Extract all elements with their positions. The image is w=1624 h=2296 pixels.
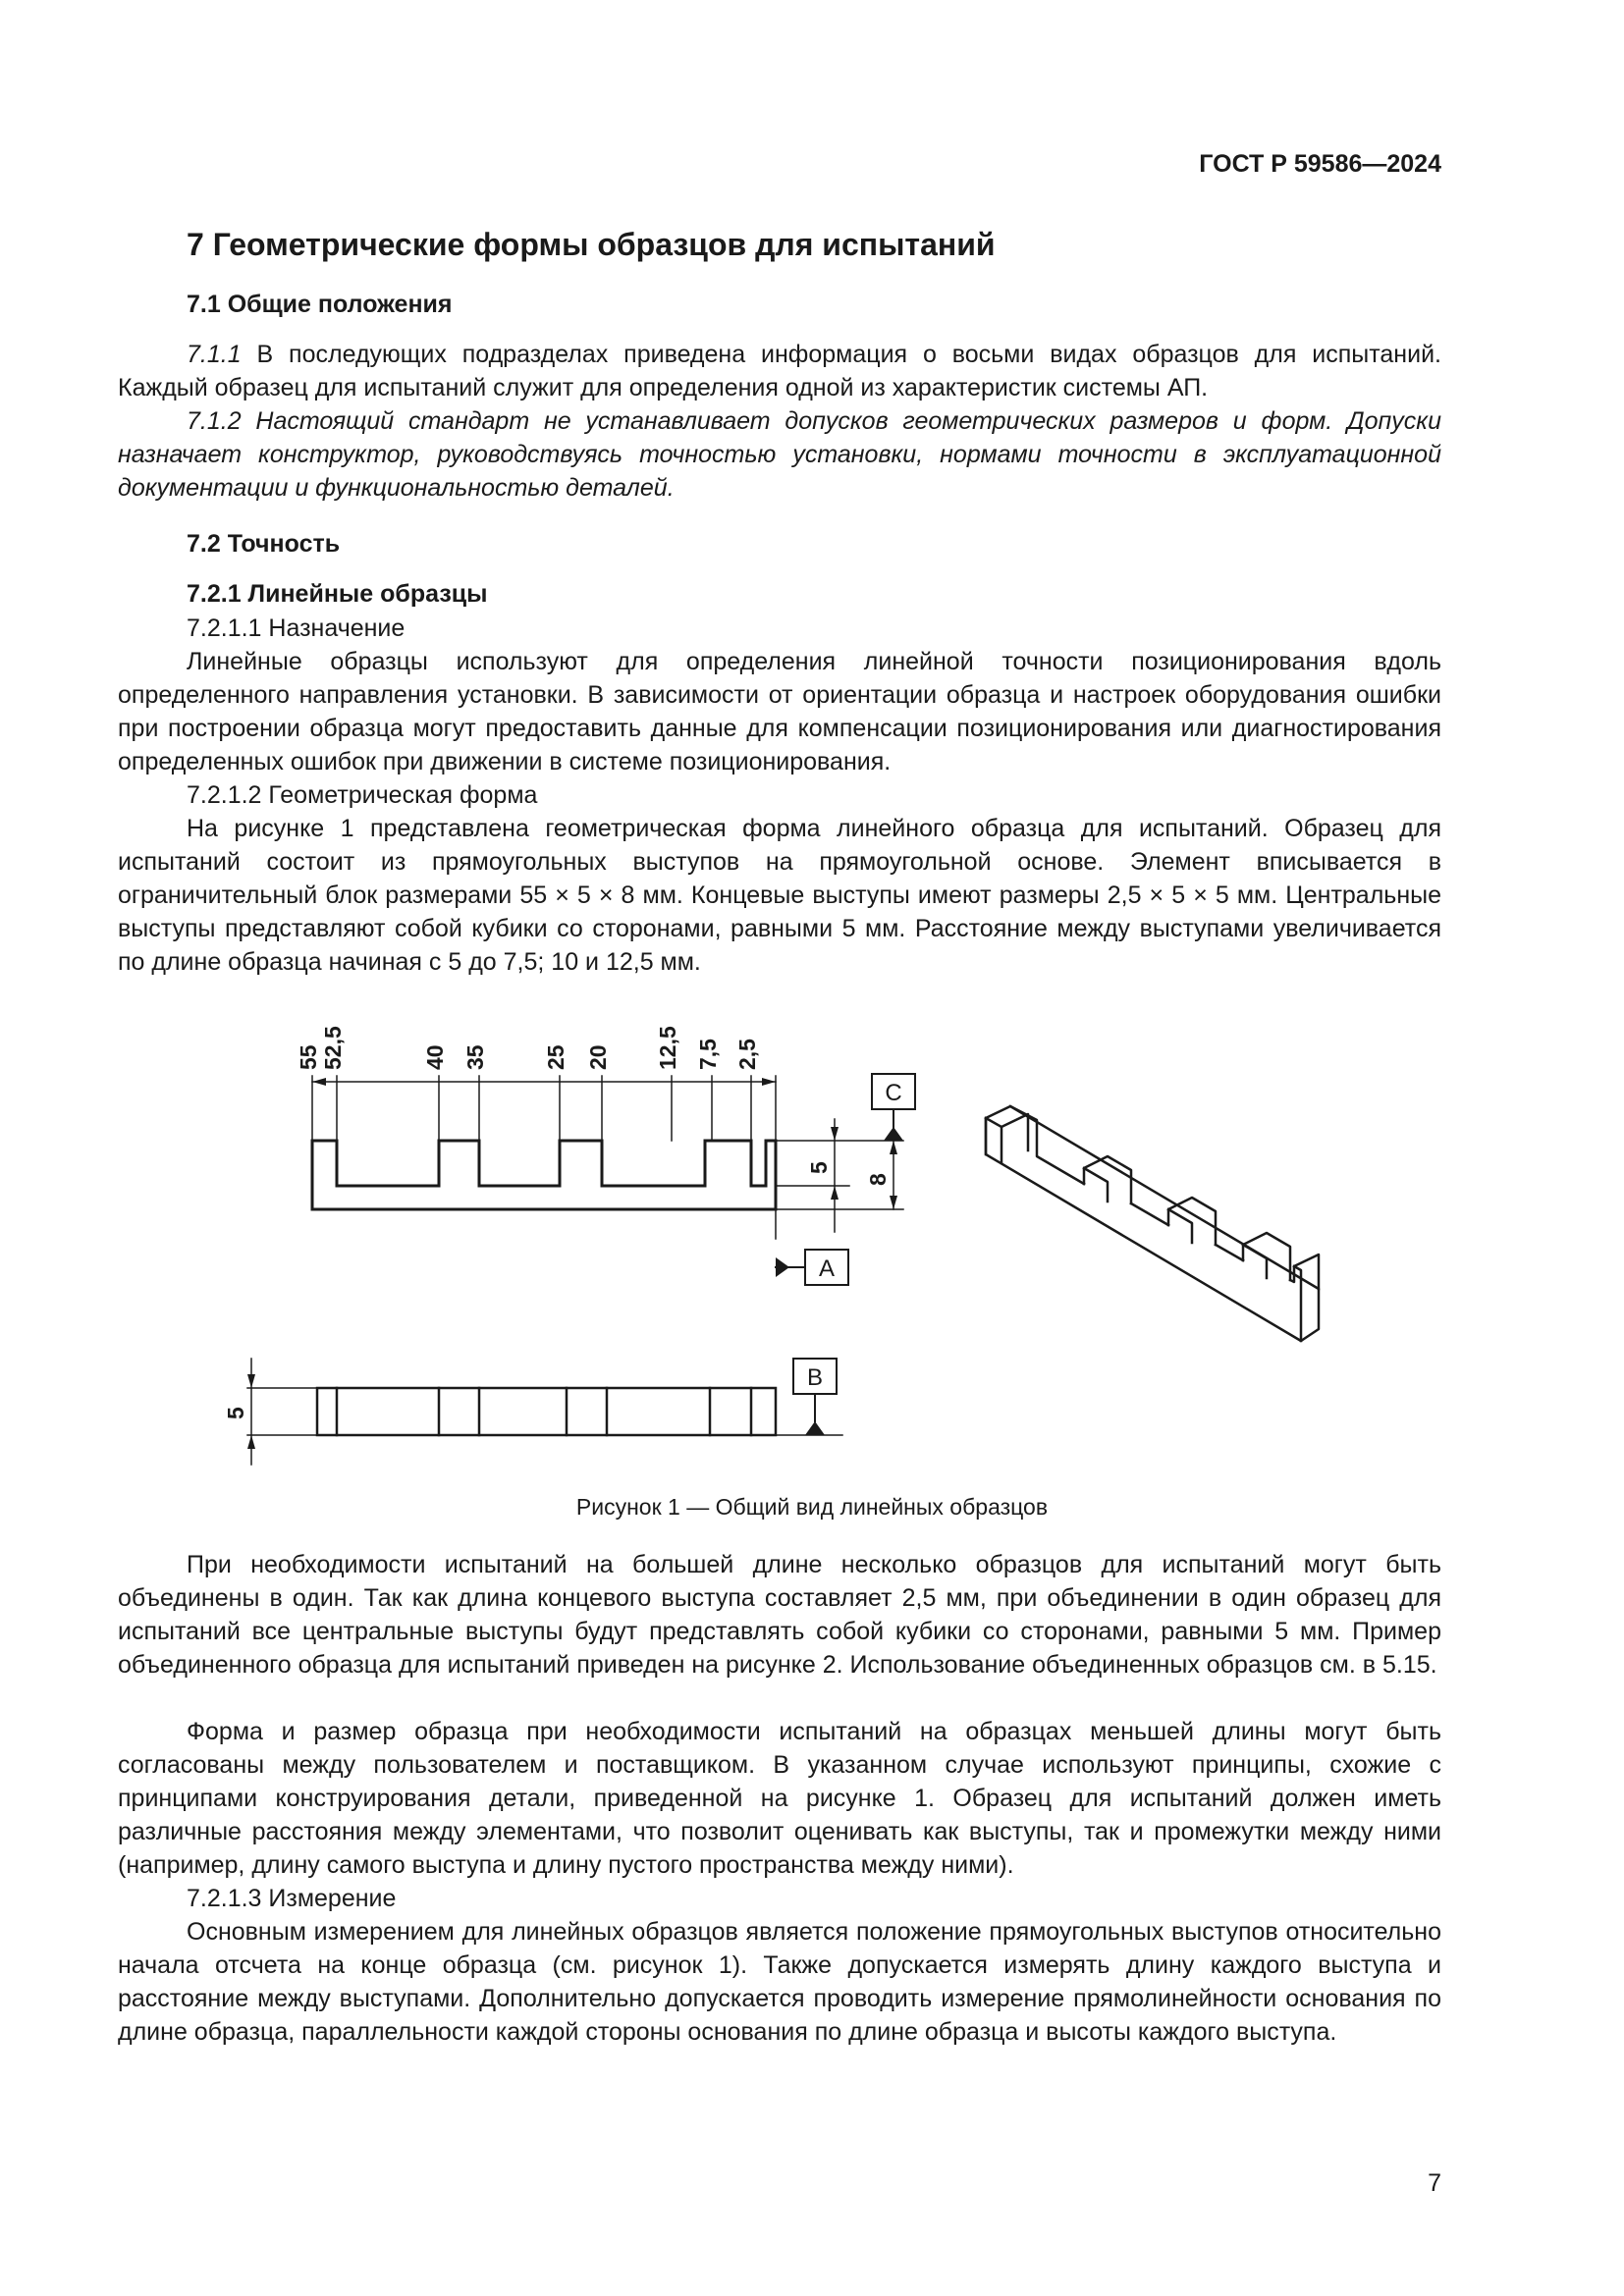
section-7-2-1-title: 7.2.1 Линейные образцы <box>187 580 488 608</box>
paragraph-combining-samples: При необходимости испытаний на большей длине несколько образцов для испытаний могут быть объединены в один. Так как длина концевого выступа составляет 2,5 мм, при объединении в один образец для испытаний все центральные выступы будут представлять собой кубики со сторонами, равными 5 мм. Пример объединенного образца для испытаний приведен на рисунке 2. Использование объединенных образцов см. в 5.15. <box>118 1551 1441 1679</box>
datum-b-triangle <box>805 1421 825 1435</box>
dim-label-52-5: 52,5 <box>320 1026 346 1070</box>
paragraph-7-2-1-3: Основным измерением для линейных образцов является положение прямоугольных выступов относительно начала отсчета на конце образца (см. рисунок 1). Также допускается измерять длину каждого выступа и расстояние между выступами. Дополнительно допускается проводить измерение прямолинейности основания по длине образца, параллельности каждой стороны основания по длине образца и высоты каждого выступа. <box>118 1918 1441 2046</box>
isometric-view <box>986 1106 1319 1341</box>
datum-letters <box>807 1080 902 1391</box>
datum-b-letter: B <box>806 1364 824 1391</box>
datum-c-letter: C <box>885 1080 902 1106</box>
section-7-2-1-3-title: 7.2.1.3 Измерение <box>187 1885 397 1912</box>
paragraph-7-1-2: 7.1.2 Настоящий стандарт не устанавливает допусков геометрических размеров и форм. Допуски назначает конструктор, руководствуясь точностью установки, нормами точности в эксплуатационной документации и функциональностью деталей. <box>118 407 1441 502</box>
dim-label-55: 55 <box>296 1044 321 1070</box>
paragraph-7-1-1-text: В последующих подразделах приведена информация о восьми видах образцов для испытаний. Каждый образец для испытаний служит для определения одной из характеристик системы АП. <box>118 341 1441 401</box>
page-number: 7 <box>1428 2169 1441 2197</box>
section-7-2-1-2-title: 7.2.1.2 Геометрическая форма <box>187 781 538 809</box>
standard-number: ГОСТ Р 59586—2024 <box>1199 150 1441 178</box>
height-label-8: 8 <box>865 1173 891 1186</box>
datum-a-letter: A <box>818 1255 836 1282</box>
width-label-5: 5 <box>223 1407 248 1419</box>
section-7-title: 7 Геометрические формы образцов для испытаний <box>187 227 996 262</box>
dim-label-40: 40 <box>422 1044 448 1070</box>
dimension-labels <box>223 1026 891 1419</box>
height-label-5: 5 <box>806 1161 832 1174</box>
paragraph-7-2-1-1: Линейные образцы используют для определения линейной точности позиционирования вдоль определенного направления установки. В зависимости от ориентации образца и настроек оборудования ошибки при построении образца могут предоставить данные для компенсации позиционирования или диагностирования определенных ошибок при движении в системе позиционирования. <box>118 648 1441 775</box>
section-7-1-title: 7.1 Общие положения <box>187 291 453 318</box>
datum-a-triangle <box>776 1257 789 1277</box>
dim-label-25: 25 <box>543 1044 568 1070</box>
figure-1-caption: Рисунок 1 — Общий вид линейных образцов <box>575 1494 1049 1520</box>
dim-label-20: 20 <box>585 1044 611 1070</box>
dim-label-35: 35 <box>462 1044 488 1070</box>
dim-label-7-5: 7,5 <box>695 1039 721 1070</box>
front-view-profile <box>312 1141 776 1209</box>
paragraph-smaller-samples: Форма и размер образца при необходимости испытаний на образцах меньшей длины могут быть согласованы между пользователем и поставщиком. В указанном случае используют принципы, схожие с принципами конструирования детали, приведенной на рисунке 1. Образец для испытаний должен иметь различные расстояния между элементами, что позволит оценивать как выступы, так и промежутки между ними (например, длину самого выступа и длину пустого пространства между ними). <box>118 1718 1441 1879</box>
dim-label-12-5: 12,5 <box>655 1026 680 1070</box>
section-7-2-1-1-title: 7.2.1.1 Назначение <box>187 614 406 642</box>
datum-c-triangle <box>884 1127 903 1141</box>
top-view-outline <box>317 1388 776 1435</box>
section-7-2-title: 7.2 Точность <box>187 530 341 558</box>
paragraph-7-1-1-number: 7.1.1 <box>187 341 242 368</box>
dim-label-2-5: 2,5 <box>734 1039 760 1070</box>
paragraph-7-2-1-2: На рисунке 1 представлена геометрическая форма линейного образца для испытаний. Образец для испытаний состоит из прямоугольных выступов на прямоугольной основе. Элемент вписывается в ограничительный блок размерами 55 × 5 × 8 мм. Концевые выступы имеют размеры 2,5 × 5 × 5 мм. Центральные выступы представляют собой кубики со сторонами, равными 5 мм. Расстояние между выступами увеличивается по длине образца начиная с 5 до 7,5; 10 и 12,5 мм. <box>118 815 1441 976</box>
